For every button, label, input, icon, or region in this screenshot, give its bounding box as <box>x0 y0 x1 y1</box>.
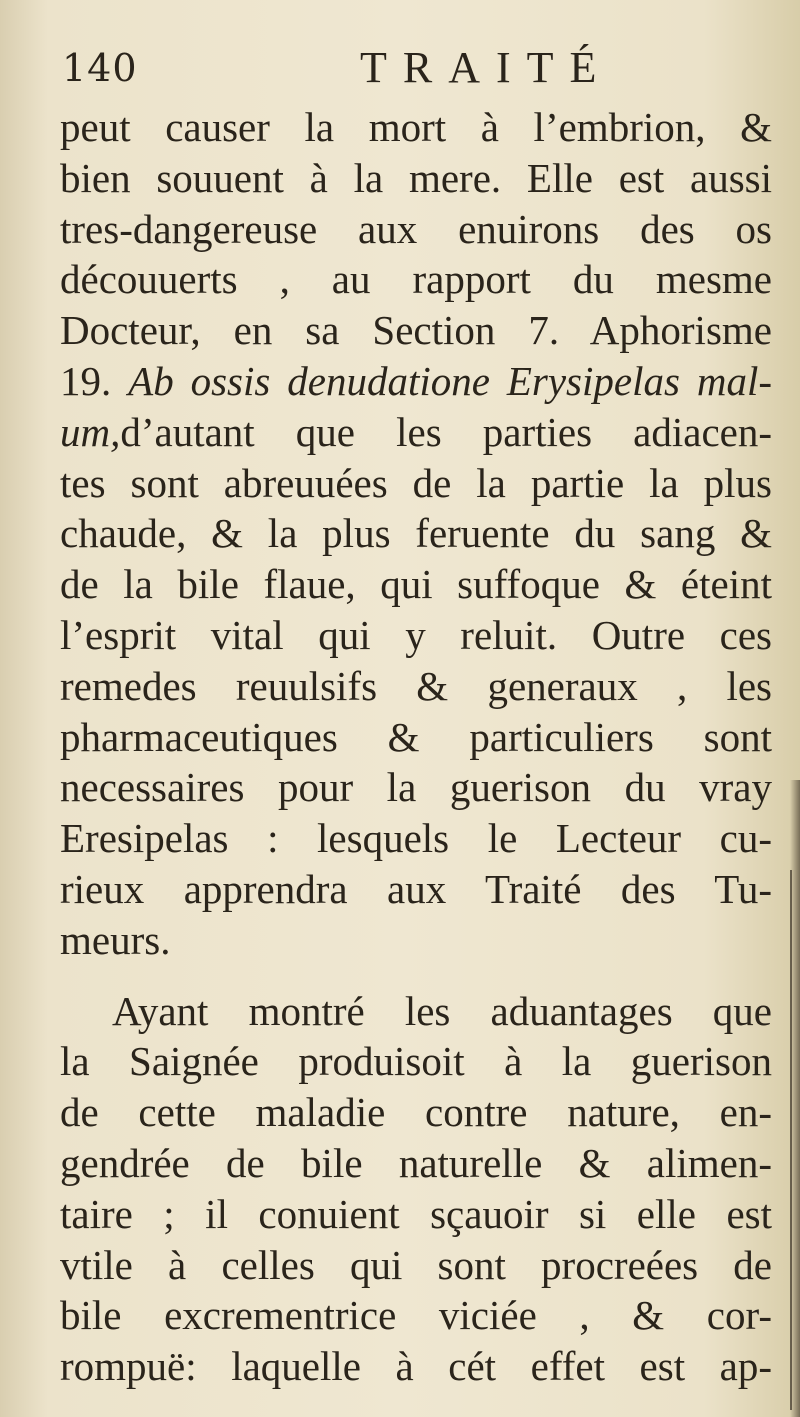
text-line-rest: d’autant que les parties adiacen- <box>120 408 772 455</box>
text-line: tes sont abreuuées de la partie la plus <box>60 459 772 506</box>
text-line: bien souuent à la mere. Elle est aussi <box>60 154 772 201</box>
running-title: TRAITÉ <box>360 43 613 92</box>
page-number: 140 <box>62 46 138 90</box>
page-header <box>60 38 780 98</box>
text-line: remedes reuulsifs & generaux , les <box>60 662 772 709</box>
text-line-aphorism <box>60 356 772 407</box>
text-line: chaude, & la plus feruente du sang & <box>60 510 772 557</box>
text-line: tres-dangereuse aux enuirons des os <box>60 205 772 252</box>
text-line: vtile à celles qui sont procreées de <box>60 1241 772 1288</box>
text-line: pharmaceutiques & particuliers sont <box>60 713 772 760</box>
aphorism-number: 19. <box>60 357 129 404</box>
text-line: peut causer la mort à l’embrion, & <box>60 104 772 150</box>
text-line: Eresipelas : lesquels le Lecteur cu- <box>60 815 772 862</box>
text-line-last: meurs. <box>60 916 171 963</box>
body-text <box>60 102 772 1392</box>
latin-quote-end: mal- <box>696 357 772 404</box>
text-line: rieux apprendra aux Traité des Tu- <box>60 865 772 912</box>
text-line: la Saignée produisoit à la guerison <box>60 1038 772 1085</box>
text-line: découuerts , au rapport du mesme <box>60 256 772 303</box>
latin-quote-cont: um, <box>60 408 121 455</box>
text-line: gendrée de bile naturelle & alimen- <box>60 1139 772 1186</box>
text-line: de la bile flaue, qui suffoque & éteint <box>60 561 772 608</box>
paragraph-first-line: Ayant montré les aduantages que <box>112 987 772 1034</box>
page-edge-line <box>790 870 792 1410</box>
paragraph-gap <box>60 966 772 986</box>
latin-quote: Ab ossis denudatione Erysipelas <box>128 357 697 404</box>
text-line: l’esprit vital qui y reluit. Outre ces <box>60 611 772 658</box>
text-line: necessaires pour la guerison du vray <box>60 764 772 811</box>
text-line: rompuë: laquelle à cét effet est ap- <box>60 1343 772 1390</box>
text-line: taire ; il conuient sçauoir si elle est <box>60 1190 772 1237</box>
text-line <box>60 407 772 458</box>
text-line: de cette maladie contre nature, en- <box>60 1089 772 1136</box>
text-line: Docteur, en sa Section 7. Aphorisme <box>60 307 772 354</box>
text-line: bile excrementrice viciée , & cor- <box>60 1292 772 1339</box>
